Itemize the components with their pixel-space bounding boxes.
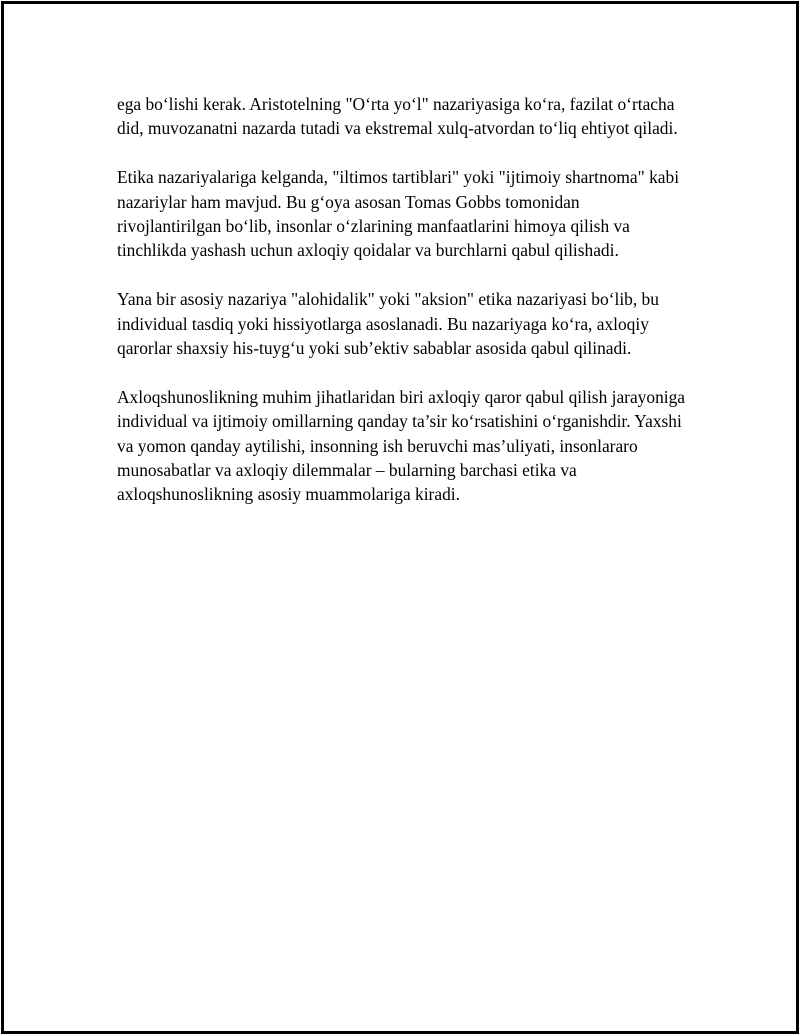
paragraph-ethics-importance: Axloqshunoslikning muhim jihatlaridan biri axloqiy qaror qabul qilish jarayoniga individual va ijtimoiy omillarning qanday ta’sir ko‘rsatishini o‘rganishdir. Yaxshi va yomon qanday aytilishi, insonning ish beruvchi mas’uliyati, insonlararo munosabatlar va axloqiy dilemmalar – bularning barchasi etika va axloqshunoslikning asosiy muammolariga kiradi.: [117, 386, 686, 505]
page-body: [117, 92, 687, 531]
paragraph-social-contract: Etika nazariyalariga kelganda, "iltimos tartiblari" yoki "ijtimoiy shartnoma" kabi nazariylar ham mavjud. Bu g‘oya asosan Tomas Gobbs tomonidan rivojlantirilgan bo‘lib, insonlar o‘zlarining manfaatlarini himoya qilish va tinchlikda yashash uchun axloqiy qoidalar va burchlarni qabul qilishadi.: [117, 167, 680, 261]
paragraph-individual-theory: Yana bir asosiy nazariya "alohidalik" yoki "aksion" etika nazariyasi bo‘lib, bu individual tasdiq yoki hissiyotlarga asoslanadi. Bu nazariyaga ko‘ra, axloqiy qarorlar shaxsiy his-tuyg‘u yoki sub’ektiv sabablar asosida qabul qilinadi.: [117, 289, 659, 359]
paragraph-aristotle-middle-way: ega bo‘lishi kerak. Aristotelning "O‘rta yo‘l" nazariyasiga ko‘ra, fazilat o‘rtacha did, muvozanatni nazarda tutadi va ekstremal xulq-atvordan to‘liq ehtiyot qiladi.: [117, 94, 678, 139]
